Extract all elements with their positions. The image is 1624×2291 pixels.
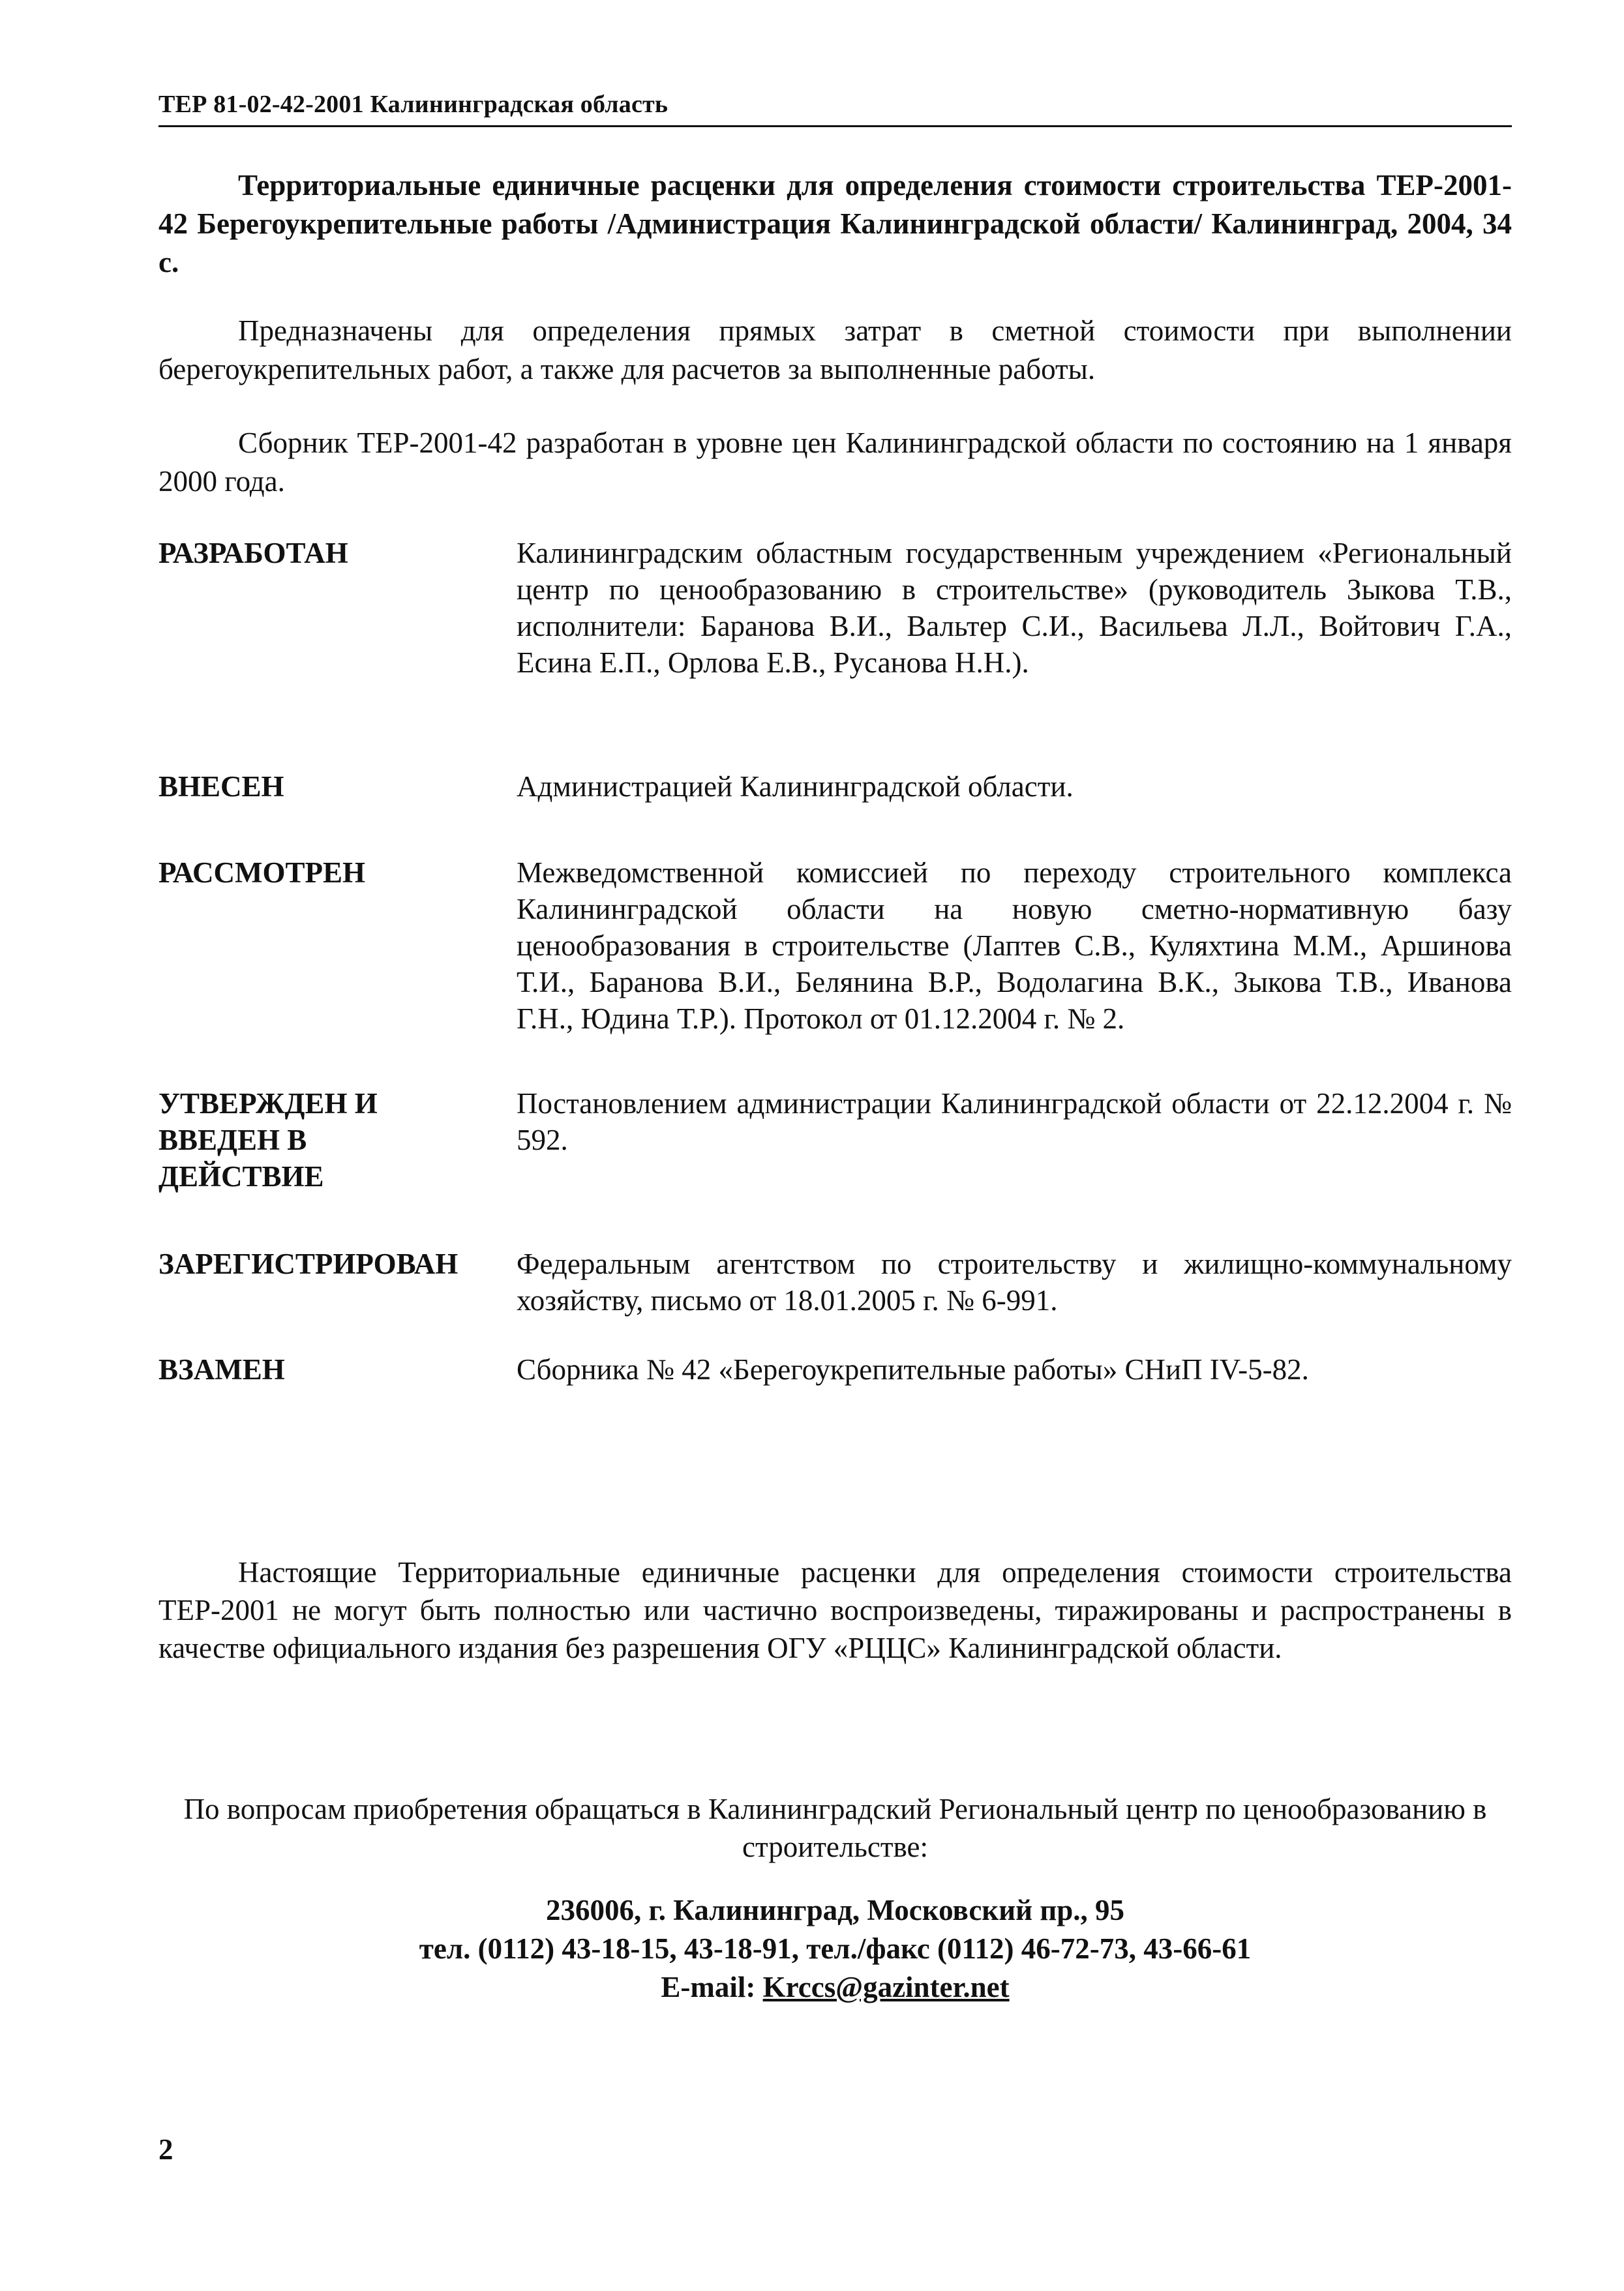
info-value: Постановлением администрации Калининградской области от 22.12.2004 г. № 592. [517, 1087, 1512, 1156]
contact-intro: По вопросам приобретения обращаться в Калининградский Региональный центр по ценообразованию в строительстве: [183, 1793, 1487, 1863]
info-value: Калининградским областным государственным учреждением «Региональный центр по ценообразованию в строительстве» (руководитель Зыкова Т.В., исполнители: Баранова В.И., Вальтер С.И., Васильева Л.Л., Войтович Г.А., Есина Е.П., Орлова Е.В., Русанова Н.Н.). [517, 537, 1512, 679]
info-value: Сборника № 42 «Берегоукрепительные работы» СНиП IV-5-82. [517, 1353, 1309, 1386]
info-value: Федеральным агентством по строительству и жилищно-коммунальному хозяйству, письмо от 18.01.2005 г. № 6-991. [517, 1248, 1512, 1317]
info-label: РАССМОТРЕН [158, 856, 365, 889]
info-value: Администрацией Калининградской области. [517, 770, 1074, 803]
info-label: ЗАРЕГИСТРИРОВАН [158, 1248, 459, 1280]
purpose-paragraph: Предназначены для определения прямых затрат в сметной стоимости при выполнении берегоукрепительных работ, а также для расчетов за выполненные работы. [158, 314, 1512, 385]
copyright-notice: Настоящие Территориальные единичные расценки для определения стоимости строительства ТЕР-2001 не могут быть полностью или частично воспроизведены, тиражированы и распространены в качестве официального издания без разрешения ОГУ «РЦЦС» Калининградской области. [158, 1556, 1512, 1664]
info-label: УТВЕРЖДЕН И ВВЕДЕН В ДЕЙСТВИЕ [158, 1087, 378, 1193]
info-value: Межведомственной комиссией по переходу строительного комплекса Калининградской области на новую сметно-нормативную базу ценообразования в строительстве (Лаптев С.В., Куляхтина М.М., Аршинова Т.И., Баранова В.И., Белянина В.Р., Водолагина В.К., Зыкова Т.В., Иванова Г.Н., Юдина Т.Р.). Протокол от 01.12.2004 г. № 2. [517, 856, 1512, 1035]
info-label: РАЗРАБОТАН [158, 537, 348, 569]
info-label: ВЗАМЕН [158, 1353, 285, 1386]
bibliographic-title: Территориальные единичные расценки для определения стоимости строительства ТЕР-2001-42 Берегоукрепительные работы /Администрация Калининградской области/ Калининград, 2004, 34 с. [158, 169, 1512, 278]
price-level-paragraph: Сборник ТЕР-2001-42 разработан в уровне цен Калининградской области по состоянию на 1 января 2000 года. [158, 427, 1512, 498]
contact-email-line [158, 1968, 1512, 2007]
info-label: ВНЕСЕН [158, 770, 284, 803]
page-number: 2 [158, 2133, 173, 2166]
email-link[interactable]: Krccs@gazinter.net [762, 1971, 1010, 2003]
contact-block [158, 1891, 1512, 2007]
running-header: ТЕР 81-02-42-2001 Калининградская область [158, 91, 669, 118]
contact-address: 236006, г. Калининград, Московский пр., 95 [545, 1894, 1125, 1926]
header-rule [158, 125, 1512, 127]
contact-phones: тел. (0112) 43-18-15, 43-18-91, тел./факс (0112) 46-72-73, 43-66-61 [419, 1932, 1252, 1965]
email-label: E-mail: [661, 1971, 763, 2003]
